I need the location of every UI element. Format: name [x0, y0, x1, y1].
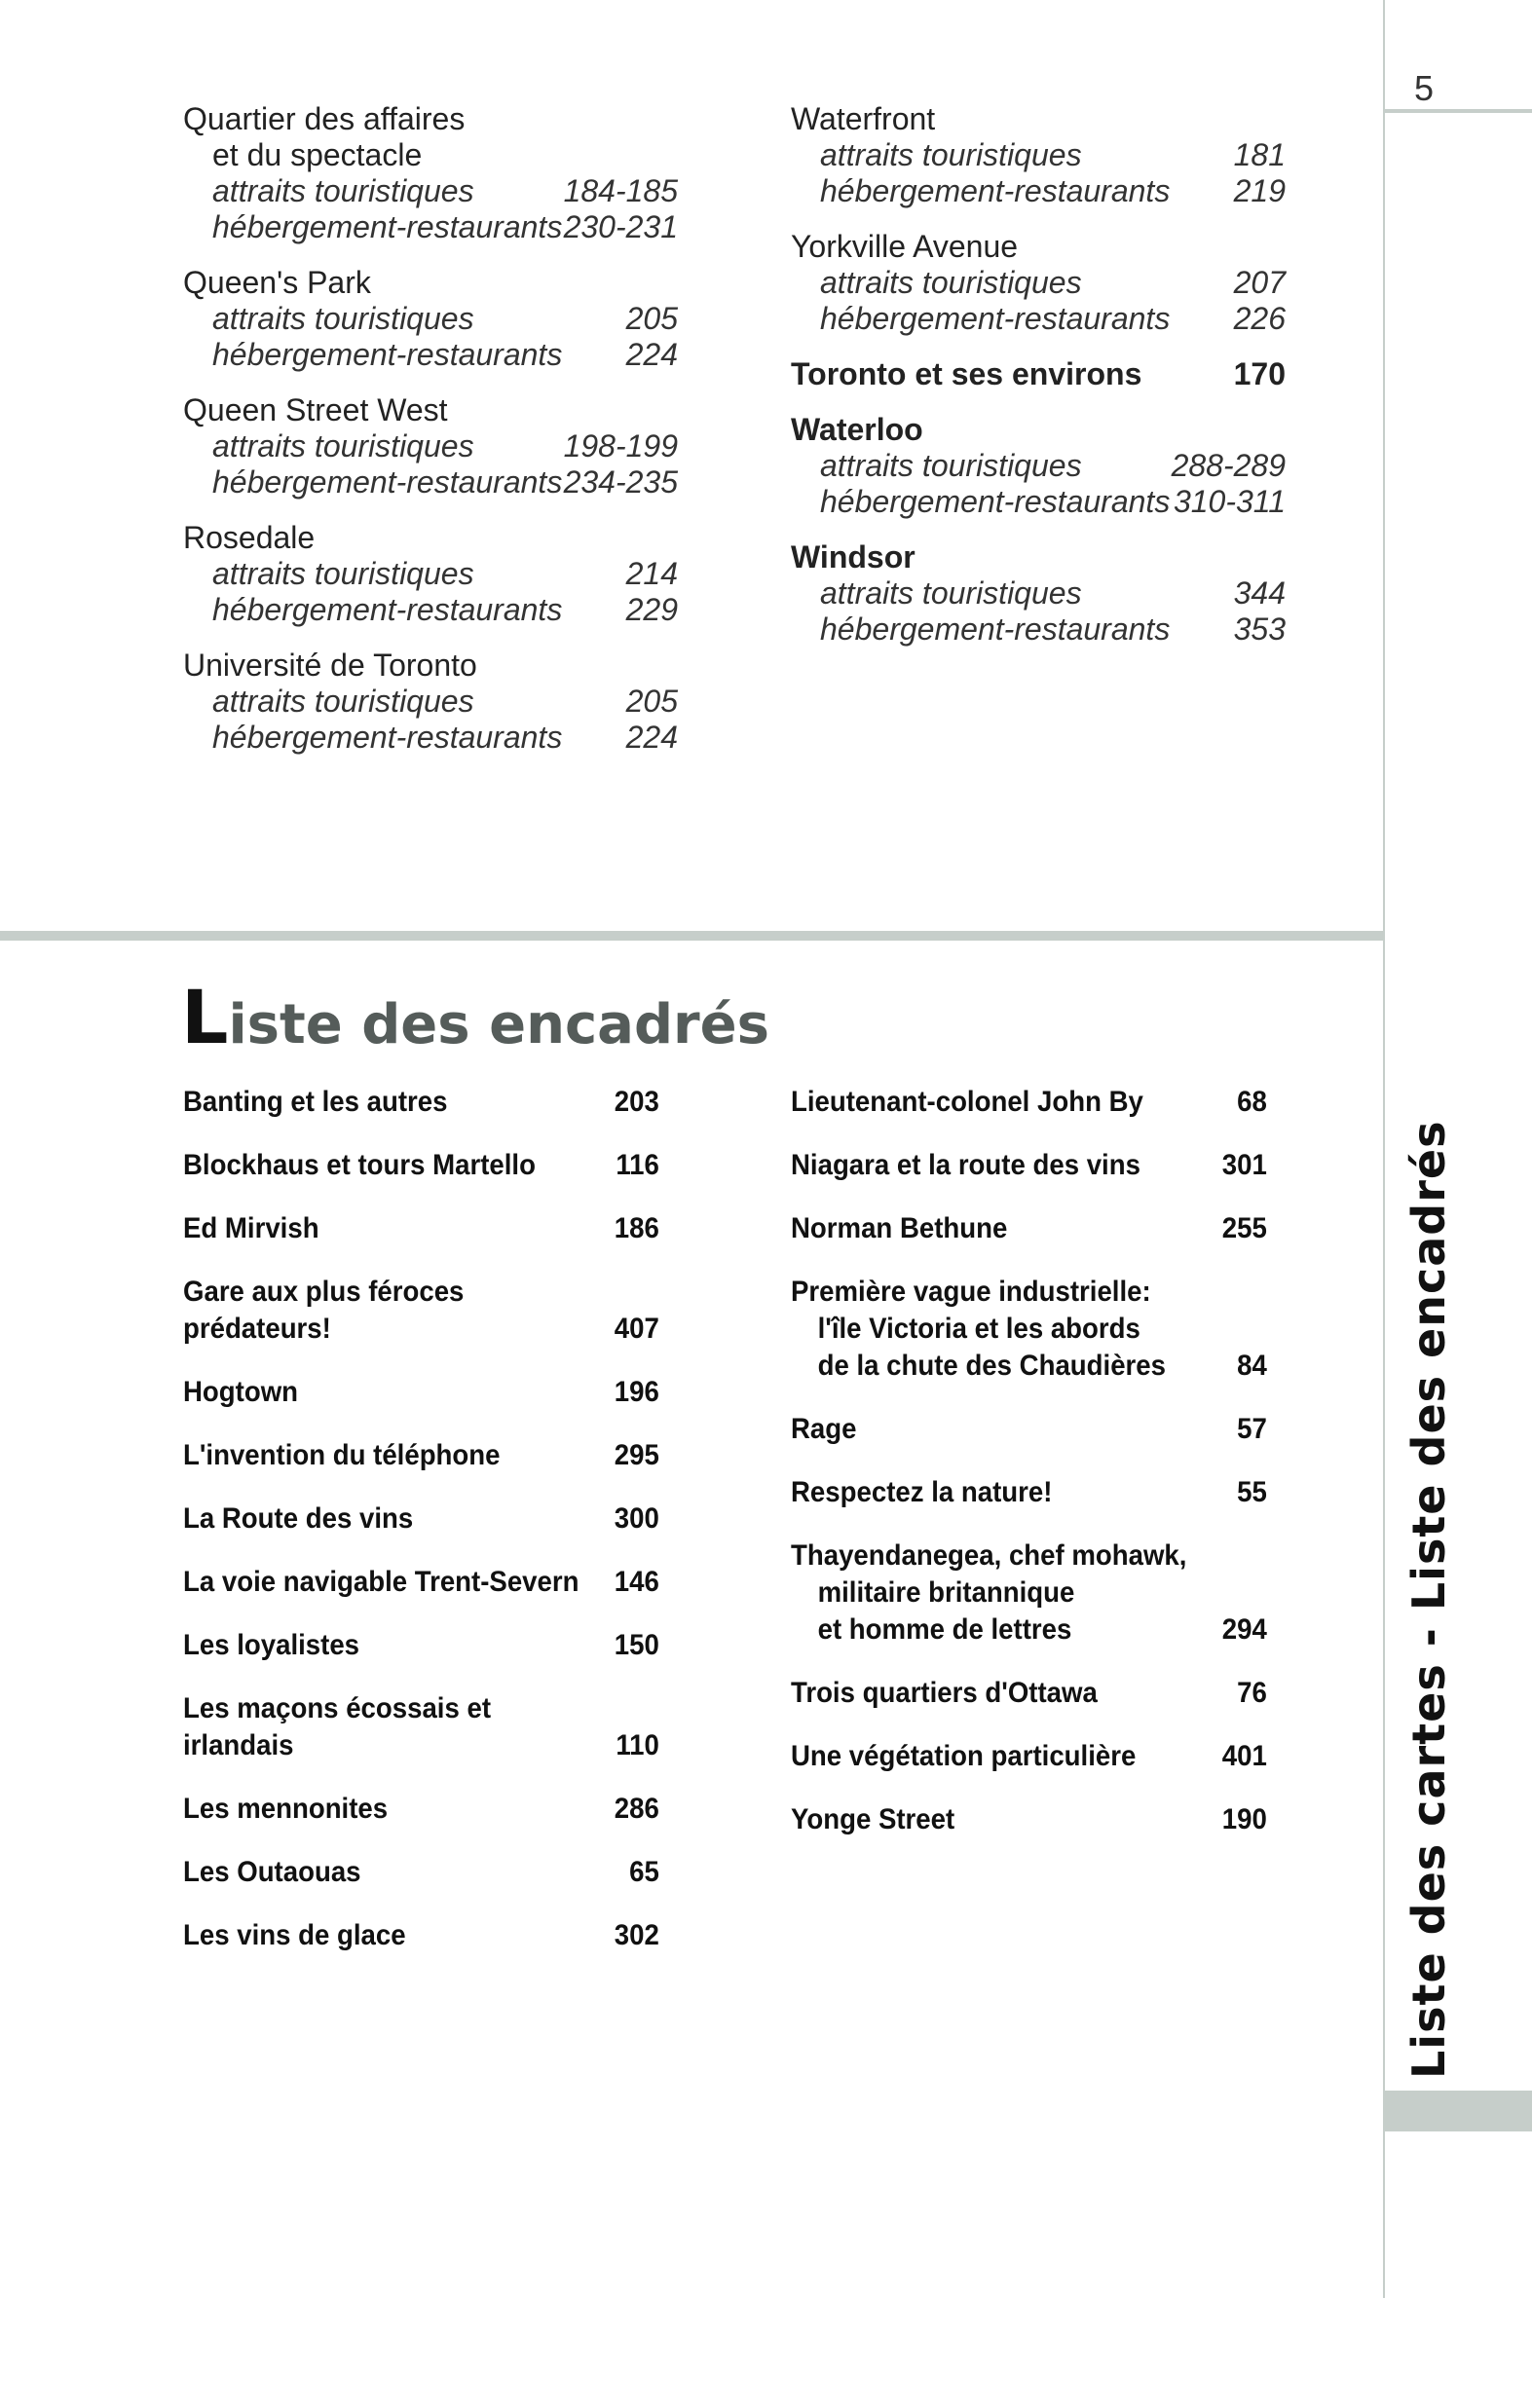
box-page: 255	[1221, 1212, 1267, 1244]
box-title-line: militaire britannique	[817, 1576, 1075, 1609]
index-subentry	[183, 720, 678, 756]
boxes-column-right	[791, 1084, 1270, 1865]
index-entry	[183, 392, 678, 500]
index-heading-text: Université de Toronto	[183, 648, 477, 683]
box-list-item	[183, 1917, 659, 1954]
box-title	[183, 1084, 447, 1121]
index-subentry-label: attraits touristiques	[820, 448, 1082, 483]
box-title-line: La voie navigable Trent-Severn	[183, 1566, 579, 1598]
box-page: 57	[1237, 1413, 1267, 1445]
box-title	[791, 1801, 954, 1838]
index-subentry-label: attraits touristiques	[212, 173, 474, 208]
box-title	[183, 1690, 606, 1764]
index-subentry-label: hébergement-restaurants	[212, 592, 563, 627]
box-list-item	[183, 1500, 659, 1537]
box-title-line: Banting et les autres	[183, 1086, 448, 1118]
box-page: 110	[616, 1729, 659, 1761]
box-title-line: Gare aux plus féroces prédateurs!	[183, 1276, 465, 1345]
box-title	[791, 1147, 1140, 1184]
box-page: 146	[614, 1566, 659, 1598]
index-subentry-label: attraits touristiques	[820, 575, 1082, 611]
index-page: 230-231	[563, 209, 678, 244]
box-list-item	[183, 1437, 659, 1474]
index-subentry-label: hébergement-restaurants	[212, 209, 563, 244]
index-heading	[183, 101, 678, 173]
box-list-item	[183, 1564, 659, 1601]
box-title-line: Les loyalistes	[183, 1629, 360, 1661]
index-column-right	[791, 101, 1286, 667]
index-subentry	[183, 556, 678, 592]
index-heading-text: Queen's Park	[183, 265, 371, 300]
box-page: 401	[1221, 1740, 1267, 1772]
box-title-line: Les maçons écossais et irlandais	[183, 1692, 492, 1761]
box-list-item	[791, 1210, 1267, 1247]
index-heading-text: Quartier des affaires	[183, 101, 466, 136]
index-subentry	[183, 428, 678, 464]
box-title	[183, 1627, 359, 1664]
box-list-item	[791, 1411, 1267, 1448]
box-title	[183, 1374, 298, 1411]
index-heading-text: Windsor	[791, 539, 915, 574]
index-subentry-label: attraits touristiques	[212, 301, 474, 336]
box-list-item	[183, 1627, 659, 1664]
index-heading-text: Waterloo	[791, 412, 923, 447]
index-subentry	[183, 301, 678, 337]
strip-divider-line	[1383, 0, 1385, 2298]
index-page: 181	[1233, 137, 1286, 172]
index-subentry	[791, 265, 1286, 301]
box-title-line: Lieutenant-colonel John By	[791, 1086, 1143, 1118]
index-subentry	[791, 484, 1286, 520]
box-page: 294	[1221, 1613, 1267, 1646]
boxes-column-left	[183, 1084, 662, 1981]
index-page: 224	[625, 337, 678, 372]
index-subentry-label: attraits touristiques	[820, 265, 1082, 300]
box-title	[791, 1675, 1098, 1712]
index-entry	[183, 520, 678, 628]
box-page: 65	[629, 1856, 659, 1888]
index-subentry	[183, 209, 678, 245]
box-page: 190	[1221, 1803, 1267, 1835]
index-subentry	[791, 137, 1286, 173]
index-page: 226	[1233, 301, 1286, 336]
running-section-title: Liste des cartes - Liste des encadrés	[1402, 1120, 1455, 2079]
index-subentry-label: attraits touristiques	[212, 684, 474, 719]
box-title	[183, 1210, 319, 1247]
index-heading-text: Yorkville Avenue	[791, 229, 1019, 264]
box-title	[183, 1437, 500, 1474]
index-page: 170	[1233, 356, 1286, 391]
box-list-item	[183, 1854, 659, 1891]
index-page: 214	[625, 556, 678, 591]
index-subentry	[791, 448, 1286, 484]
index-subentry	[791, 575, 1286, 611]
box-title-line: Respectez la nature!	[791, 1476, 1053, 1508]
index-subentry-label: attraits touristiques	[212, 428, 474, 463]
box-list-item	[791, 1274, 1267, 1385]
box-list-item	[791, 1801, 1267, 1838]
box-title	[791, 1738, 1136, 1775]
box-page: 84	[1237, 1350, 1267, 1382]
index-page: 234-235	[563, 464, 678, 500]
index-page: 207	[1233, 265, 1286, 300]
index-page: 353	[1233, 611, 1286, 647]
index-subentry-label: hébergement-restaurants	[212, 464, 563, 500]
box-list-item	[791, 1537, 1267, 1649]
box-title-line: Hogtown	[183, 1376, 299, 1408]
index-entry	[183, 265, 678, 373]
index-heading-text: Toronto et ses environs	[791, 356, 1142, 391]
section-divider	[0, 931, 1383, 941]
box-title-line: Norman Bethune	[791, 1212, 1008, 1244]
box-title	[183, 1147, 536, 1184]
index-subentry	[791, 173, 1286, 209]
box-page: 196	[614, 1376, 659, 1408]
index-heading	[183, 265, 678, 301]
index-subentry	[183, 464, 678, 500]
index-page: 229	[625, 592, 678, 627]
box-title-line: L'invention du téléphone	[183, 1439, 501, 1471]
box-title-line: Blockhaus et tours Martello	[183, 1149, 536, 1181]
box-list-item	[183, 1084, 659, 1121]
box-page: 301	[1221, 1149, 1267, 1181]
index-heading	[791, 356, 1286, 392]
box-title-line: Yonge Street	[791, 1803, 955, 1835]
index-subentry-label: attraits touristiques	[212, 556, 474, 591]
box-list-item	[791, 1084, 1267, 1121]
box-page: 186	[614, 1212, 659, 1244]
index-page: 310-311	[1173, 484, 1286, 519]
box-title-line: de la chute des Chaudières	[817, 1350, 1166, 1382]
index-page: 198-199	[563, 428, 678, 463]
index-heading	[791, 412, 1286, 448]
strip-bottom-bar	[1385, 2091, 1532, 2131]
index-heading-text: Queen Street West	[183, 392, 448, 427]
index-heading-continued: et du spectacle	[212, 137, 423, 172]
index-subentry	[183, 337, 678, 373]
index-subentry-label: hébergement-restaurants	[820, 611, 1171, 647]
index-subentry	[791, 301, 1286, 337]
box-page: 407	[614, 1313, 659, 1345]
index-subentry-label: hébergement-restaurants	[212, 337, 563, 372]
box-title	[183, 1791, 388, 1828]
box-title	[791, 1474, 1052, 1511]
box-title	[183, 1274, 606, 1348]
box-page: 116	[616, 1149, 659, 1181]
box-title-line: Les vins de glace	[183, 1919, 406, 1951]
index-page: 224	[625, 720, 678, 755]
box-list-item	[183, 1274, 659, 1348]
page-number: 5	[1414, 68, 1435, 108]
box-list-item	[183, 1690, 659, 1764]
box-title	[791, 1274, 1166, 1385]
index-entry	[791, 229, 1286, 337]
box-title	[183, 1854, 361, 1891]
box-page: 76	[1237, 1677, 1267, 1709]
box-list-item	[183, 1147, 659, 1184]
index-entry	[183, 648, 678, 756]
box-list-item	[183, 1791, 659, 1828]
index-subentry-label: hébergement-restaurants	[820, 173, 1171, 208]
index-subentry-label: hébergement-restaurants	[212, 720, 563, 755]
box-title-line: Niagara et la route des vins	[791, 1149, 1140, 1181]
section-title-rest: iste des encadrés	[228, 993, 769, 1056]
box-title-line: Thayendanegea, chef mohawk,	[791, 1539, 1187, 1572]
box-page: 302	[614, 1919, 659, 1951]
box-title	[183, 1564, 579, 1601]
box-page: 295	[614, 1439, 659, 1471]
box-title-line: Une végétation particulière	[791, 1740, 1137, 1772]
box-page: 55	[1237, 1476, 1267, 1508]
box-page: 286	[614, 1793, 659, 1825]
box-title-line: Rage	[791, 1413, 857, 1445]
index-page: 184-185	[563, 173, 678, 208]
box-title	[791, 1411, 856, 1448]
index-entry	[791, 412, 1286, 520]
index-heading	[791, 229, 1286, 265]
box-list-item	[183, 1374, 659, 1411]
index-heading	[183, 392, 678, 428]
box-page: 150	[614, 1629, 659, 1661]
index-entry	[183, 101, 678, 245]
index-column-left	[183, 101, 678, 775]
index-subentry-label: attraits touristiques	[820, 137, 1082, 172]
index-heading	[791, 539, 1286, 575]
index-heading	[183, 648, 678, 684]
page-number-box	[1385, 0, 1532, 113]
index-subentry-label: hébergement-restaurants	[820, 301, 1171, 336]
index-subentry	[183, 684, 678, 720]
index-page: 205	[625, 684, 678, 719]
box-list-item	[791, 1675, 1267, 1712]
box-list-item	[183, 1210, 659, 1247]
box-title	[183, 1500, 413, 1537]
section-title-initial: L	[181, 974, 229, 1060]
box-title	[791, 1084, 1143, 1121]
box-title	[791, 1210, 1007, 1247]
box-list-item	[791, 1147, 1267, 1184]
index-page: 219	[1233, 173, 1286, 208]
box-page: 203	[614, 1086, 659, 1118]
box-title-line: La Route des vins	[183, 1502, 414, 1535]
index-entry	[791, 101, 1286, 209]
box-title	[183, 1917, 406, 1954]
index-subentry	[791, 611, 1286, 648]
box-page: 68	[1237, 1086, 1267, 1118]
index-page: 288-289	[1171, 448, 1286, 483]
box-page: 300	[614, 1502, 659, 1535]
index-subentry	[183, 592, 678, 628]
box-list-item	[791, 1474, 1267, 1511]
box-list-item	[791, 1738, 1267, 1775]
index-subentry	[183, 173, 678, 209]
box-title-line: Les Outaouas	[183, 1856, 361, 1888]
section-title	[181, 974, 769, 1060]
index-page: 205	[625, 301, 678, 336]
index-entry	[791, 539, 1286, 648]
box-title-line: et homme de lettres	[817, 1613, 1072, 1646]
index-heading	[183, 520, 678, 556]
box-title-line: Ed Mirvish	[183, 1212, 319, 1244]
box-title	[791, 1537, 1186, 1649]
index-page: 344	[1233, 575, 1286, 611]
box-title-line: Première vague industrielle:	[791, 1276, 1151, 1308]
index-heading	[791, 101, 1286, 137]
index-heading-text: Waterfront	[791, 101, 936, 136]
box-title-line: Trois quartiers d'Ottawa	[791, 1677, 1098, 1709]
box-title-line: l'île Victoria et les abords	[817, 1313, 1140, 1345]
index-heading-text: Rosedale	[183, 520, 316, 555]
box-title-line: Les mennonites	[183, 1793, 389, 1825]
index-entry	[791, 356, 1286, 392]
index-subentry-label: hébergement-restaurants	[820, 484, 1171, 519]
